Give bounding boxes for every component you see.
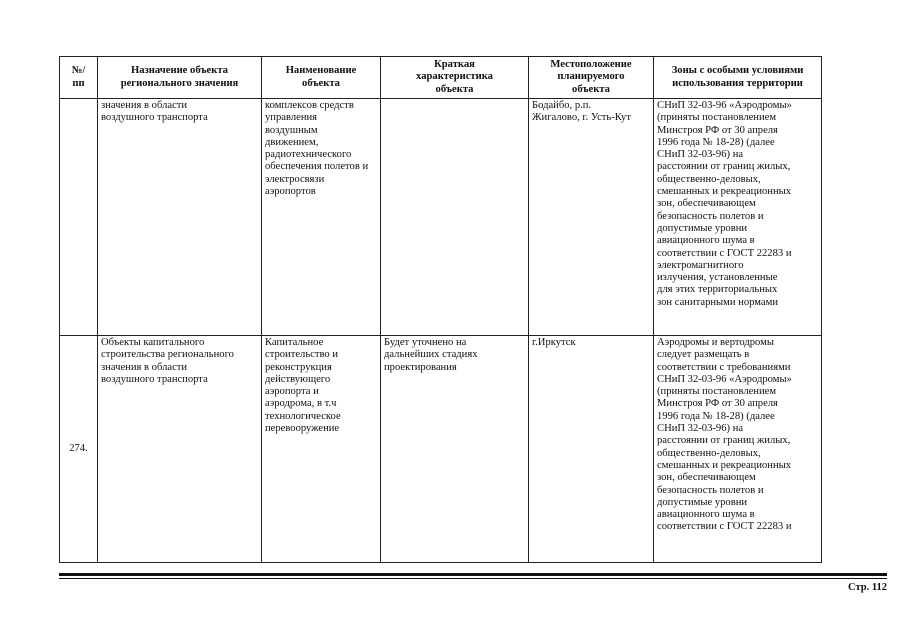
header-zones: Зоны с особыми условиями использования территории <box>654 57 822 99</box>
header-location: Местоположение планируемого объекта <box>529 57 654 99</box>
row-number: 274. <box>60 336 98 563</box>
row-number <box>60 99 98 336</box>
footer-rule-thick <box>59 573 887 576</box>
row-zones: СНиП 32-03-96 «Аэродромы» (приняты постановлением Минстроя РФ от 30 апреля 1996 года № 18-28) (далее СНиП 32-03-96) на расстоянии от границ жилых, общественно-деловых, смешанных и рекреационных зон, обеспечивающем безопасность полетов и допустимые уровни авиационного шума в соответствии с ГОСТ 22283 и электромагнитного излучения, установленные для этих территориальных зон санитарными нормами <box>654 99 822 336</box>
row-name: комплексов средств управления воздушным движением, радиотехнического обеспечения полетов и электросвязи аэропортов <box>262 99 381 336</box>
row-characteristic: Будет уточнено на дальнейших стадиях проектирования <box>381 336 529 563</box>
row-purpose: Объекты капитального строительства регионального значения в области воздушного транспорта <box>98 336 262 563</box>
row-purpose: значения в области воздушного транспорта <box>98 99 262 336</box>
row-characteristic <box>381 99 529 336</box>
row-zones: Аэродромы и вертодромы следует размещать в соответствии с требованиями СНиП 32-03-96 «Аэродромы» (приняты постановлением Минстроя РФ от 30 апреля 1996 года № 18-28) (далее СНиП 32-03-96) на расстоянии от границ жилых, общественно-деловых, смешанных и рекреационных зон, обеспечивающем безопасность полетов и допустимые уровни авиационного шума в соответствии с ГОСТ 22283 и <box>654 336 822 563</box>
footer-rule-thin <box>59 578 887 579</box>
table-row <box>60 336 822 563</box>
header-number: №/ пп <box>60 57 98 99</box>
table-row <box>60 99 822 336</box>
row-location: Бодайбо, р.п. Жигалово, г. Усть-Кут <box>529 99 654 336</box>
header-name: Наименование объекта <box>262 57 381 99</box>
page-number: Стр. 112 <box>848 582 887 593</box>
regional-objects-table <box>59 56 822 563</box>
table-header-row <box>60 57 822 99</box>
header-purpose: Назначение объекта регионального значения <box>98 57 262 99</box>
row-location: г.Иркутск <box>529 336 654 563</box>
header-characteristic: Краткая характеристика объекта <box>381 57 529 99</box>
row-name: Капитальное строительство и реконструкция действующего аэропорта и аэродрома, в т.ч технологическое перевооружение <box>262 336 381 563</box>
